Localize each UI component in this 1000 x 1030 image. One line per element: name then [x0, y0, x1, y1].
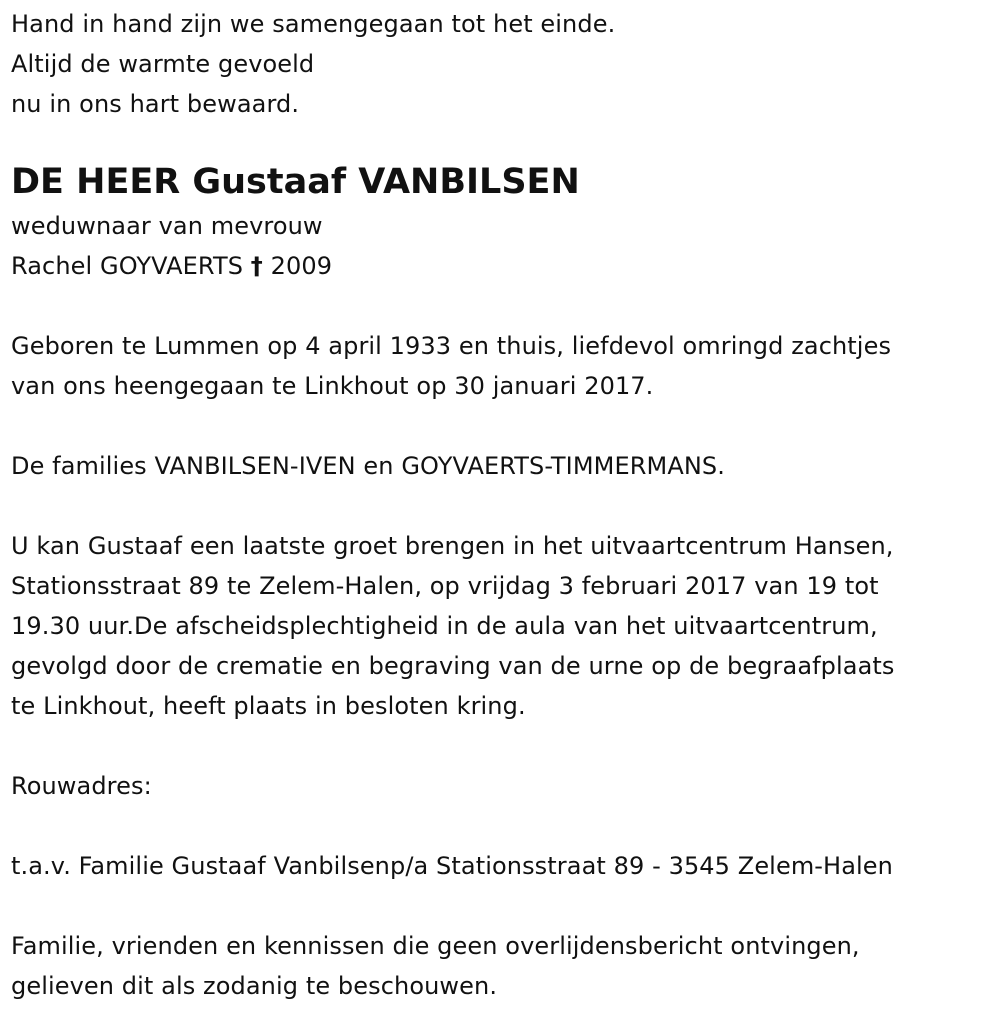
spouse-name: Rachel GOYVAERTS — [11, 252, 244, 280]
spouse-death-year: 2009 — [270, 252, 333, 280]
paragraph-line: te Linkhout, heeft plaats in besloten kring. — [11, 692, 526, 720]
closing-paragraph — [11, 926, 991, 1006]
paragraph-line: Stationsstraat 89 te Zelem-Halen, op vrijdag 3 februari 2017 van 19 tot — [11, 572, 879, 600]
poem — [11, 4, 991, 124]
obituary-notice — [11, 4, 991, 1006]
ceremony-paragraph — [11, 526, 991, 726]
paragraph-line: Familie, vrienden en kennissen die geen overlijdensbericht ontvingen, — [11, 932, 860, 960]
paragraph-line: gelieven dit als zodanig te beschouwen. — [11, 972, 498, 1000]
paragraph-line: gevolgd door de crematie en begraving van de urne op de begraafplaats — [11, 652, 895, 680]
poem-line: Altijd de warmte gevoeld — [11, 50, 315, 78]
families-line: De families VANBILSEN-IVEN en GOYVAERTS-TIMMERMANS. — [11, 452, 725, 480]
widower-relation: weduwnaar van mevrouw — [11, 212, 323, 240]
paragraph-line: U kan Gustaaf een laatste groet brengen in het uitvaartcentrum Hansen, — [11, 532, 894, 560]
paragraph-line: van ons heengegaan te Linkhout op 30 januari 2017. — [11, 372, 654, 400]
poem-line: Hand in hand zijn we samengegaan tot het einde. — [11, 10, 616, 38]
address-label: Rouwadres: — [11, 772, 152, 800]
paragraph-line: 19.30 uur.De afscheidsplechtigheid in de aula van het uitvaartcentrum, — [11, 612, 878, 640]
paragraph-line: Geboren te Lummen op 4 april 1933 en thuis, liefdevol omringd zachtjes — [11, 332, 892, 360]
cross-icon: † — [250, 252, 263, 280]
address-value: t.a.v. Familie Gustaaf Vanbilsenp/a Stationsstraat 89 - 3545 Zelem-Halen — [11, 852, 893, 880]
birth-death-paragraph — [11, 326, 991, 406]
poem-line: nu in ons hart bewaard. — [11, 90, 300, 118]
spouse-line — [11, 246, 991, 286]
deceased-name-heading: DE HEER Gustaaf VANBILSEN — [11, 162, 580, 202]
